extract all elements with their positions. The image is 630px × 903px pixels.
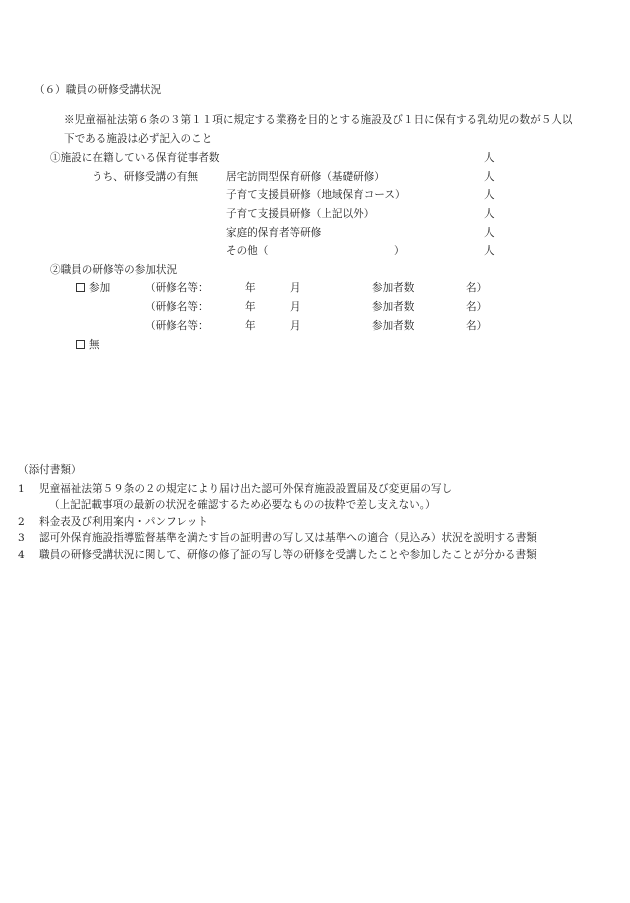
entry-name: （研修名等： <box>145 301 209 313</box>
participate-option[interactable] <box>76 282 110 295</box>
note-line-2: 下である施設は必ず記入のこと <box>64 133 213 145</box>
training-row-unit: 人 <box>484 171 495 183</box>
entry-month: 月 <box>290 301 301 313</box>
attachment-number: 4 <box>18 549 25 561</box>
entry-count: 参加者数 <box>372 301 415 313</box>
entry-year: 年 <box>245 320 256 332</box>
training-row-label: 居宅訪問型保育研修（基礎研修） <box>226 171 385 183</box>
attachments-heading: （添付書類） <box>18 464 82 476</box>
note-line-1: ※児童福祉法第６条の３第１１項に規定する業務を目的とする施設及び１日に保有する乳幼児の数が５人以 <box>64 114 573 126</box>
training-row-unit: 人 <box>484 245 495 257</box>
attachment-note: （上記記載事項の最新の状況を確認するため必要なものの抜粋で差し支えない。） <box>49 499 436 511</box>
training-sub-label: うち、研修受講の有無 <box>92 171 198 183</box>
attachment-text: 料金表及び利用案内・パンフレット <box>39 516 208 528</box>
attachment-number: 3 <box>18 532 25 544</box>
training-row-label: 子育て支援員研修（上記以外） <box>226 208 375 220</box>
training-participation-label: ②職員の研修等の参加状況 <box>50 264 178 276</box>
participate-label: 参加 <box>89 282 111 294</box>
training-row-label: 子育て支援員研修（地域保育コース） <box>226 189 406 201</box>
none-checkbox[interactable] <box>76 340 85 349</box>
attachment-text: 職員の研修受講状況に関して、研修の修了証の写し等の研修を受講したことや参加したことが分かる書類 <box>39 549 537 561</box>
attachment-number: 1 <box>18 483 25 495</box>
entry-people: 名） <box>466 320 488 332</box>
entry-name: （研修名等： <box>145 320 209 332</box>
training-row-other-close: ） <box>394 245 405 257</box>
entry-month: 月 <box>290 320 301 332</box>
entry-name: （研修名等： <box>145 282 209 294</box>
attachment-text: 認可外保育施設指導監督基準を満たす旨の証明書の写し又は基準への適合（見込み）状況を説明する書類 <box>39 532 537 544</box>
attachment-text: 児童福祉法第５９条の２の規定により届け出た認可外保育施設設置届及び変更届の写し <box>39 483 453 495</box>
staff-count-label: ①施設に在籍している保育従事者数 <box>50 152 220 164</box>
entry-count: 参加者数 <box>372 282 415 294</box>
training-row-other-label: その他（ <box>226 245 269 257</box>
entry-year: 年 <box>245 282 256 294</box>
training-row-unit: 人 <box>484 189 495 201</box>
entry-count: 参加者数 <box>372 320 415 332</box>
staff-count-unit: 人 <box>484 152 495 164</box>
entry-people: 名） <box>466 282 488 294</box>
section-title: （６）職員の研修受講状況 <box>34 84 162 96</box>
entry-people: 名） <box>466 301 488 313</box>
none-option[interactable] <box>76 339 100 352</box>
participate-checkbox[interactable] <box>76 283 85 292</box>
entry-year: 年 <box>245 301 256 313</box>
training-row-label: 家庭的保育者等研修 <box>226 227 322 239</box>
entry-month: 月 <box>290 282 301 294</box>
training-row-unit: 人 <box>484 208 495 220</box>
training-row-unit: 人 <box>484 227 495 239</box>
none-label: 無 <box>89 339 100 351</box>
attachment-number: 2 <box>18 516 25 528</box>
